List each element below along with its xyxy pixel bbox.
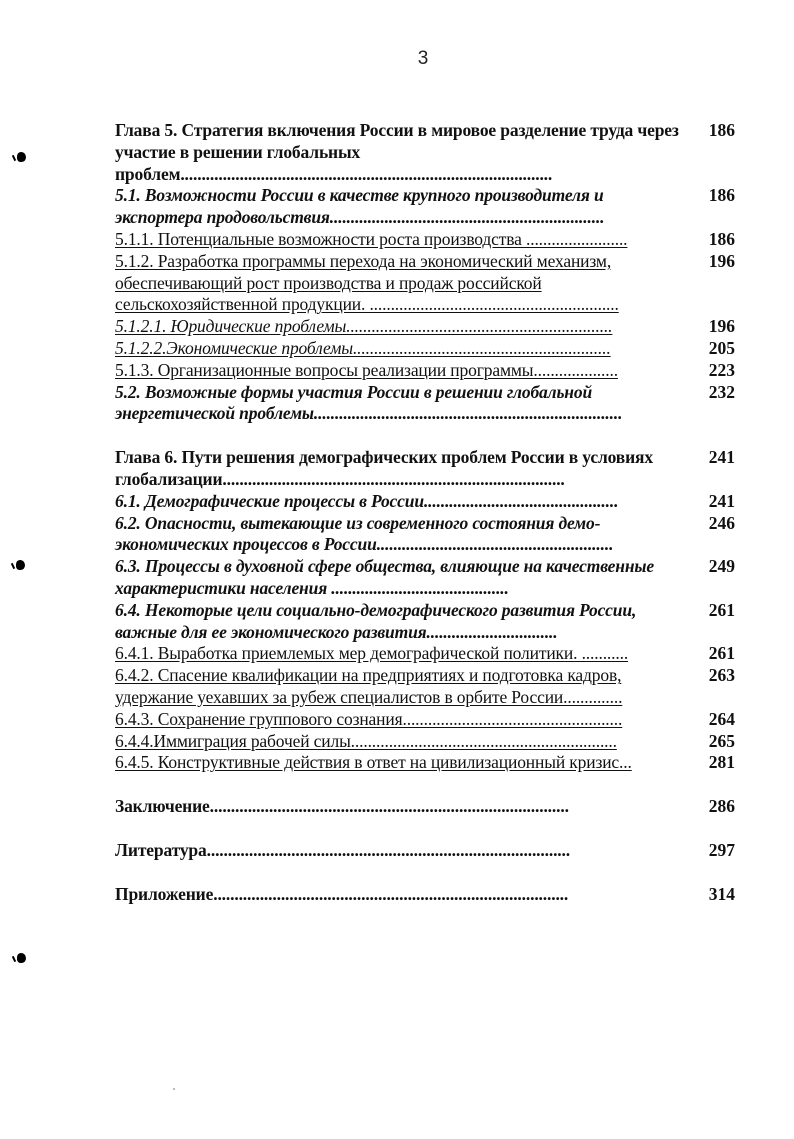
toc-entry-page: 196 (708, 250, 735, 271)
binder-hole-mark-top (17, 152, 26, 162)
toc-entry-title: 6.2. Опасности, вытекающие из современного состояния демо-экономических процессов в России........................................................ (115, 512, 614, 555)
toc-entry-title: 5.2. Возможные формы участия России в решении глобальной энергетической проблемы......................................................................... (115, 381, 623, 424)
toc-entry-title: 5.1.2.2.Экономические проблемы............................................................. (115, 337, 611, 358)
toc-entry-section-6-4[interactable] (115, 600, 735, 644)
toc-entry-page: 241 (708, 447, 735, 468)
toc-entry-title: Глава 5. Стратегия включения России в мировое разделение труда через участие в решении глобальных проблем........................................................................................ (115, 120, 679, 184)
toc-entry-title: 5.1.1. Потенциальные возможности роста производства ........................ (115, 228, 628, 249)
toc-entry-chapter-6[interactable] (115, 447, 735, 491)
toc-entry-title: Приложение.................................................................................... (115, 883, 569, 904)
toc-entry-page: 297 (708, 839, 735, 860)
toc-entry-page: 263 (708, 665, 735, 686)
spacer (115, 818, 735, 840)
toc-entry-6-4-1[interactable] (115, 643, 735, 665)
toc-entry-page: 265 (708, 730, 735, 751)
binder-hole-mark-bottom (17, 953, 26, 963)
toc-entry-page: 232 (708, 381, 735, 402)
toc-entry-title: 6.4.5. Конструктивные действия в ответ на цивилизационный кризис... (115, 752, 632, 773)
toc-entry-page: 241 (708, 490, 735, 511)
toc-entry-title: 6.1. Демографические процессы в России.............................................. (115, 490, 619, 511)
toc-entry-page: 264 (708, 708, 735, 729)
toc-entry-page: 186 (708, 185, 735, 206)
toc-entry-title: 5.1.2.1. Юридические проблемы............................................................... (115, 316, 613, 337)
toc-entry-page: 281 (708, 752, 735, 773)
toc-entry-5-1-2[interactable] (115, 251, 735, 316)
toc-entry-literature[interactable] (115, 840, 735, 862)
toc-entry-title: Заключение..................................................................................... (115, 796, 569, 817)
toc-entry-6-4-4[interactable] (115, 731, 735, 753)
toc-entry-conclusion[interactable] (115, 796, 735, 818)
toc-entry-title: 5.1.3. Организационные вопросы реализации программы.................... (115, 359, 618, 380)
toc-entry-page: 246 (708, 512, 735, 533)
toc-entry-page: 186 (708, 228, 735, 249)
toc-entry-title: 6.4.1. Выработка приемлемых мер демографической политики. ........... (115, 643, 629, 664)
page-number: 3 (417, 48, 429, 69)
toc-entry-title: 5.1.2. Разработка программы перехода на экономический механизм, обеспечивающий рост производства и продаж российской сельскохозяйственной продукции. ........................................................... (115, 250, 619, 315)
toc-entry-title: 6.3. Процессы в духовной сфере общества, влияющие на качественные характеристики населения .......................................... (115, 556, 655, 598)
toc-entry-appendix[interactable] (115, 884, 735, 906)
toc-entry-title: Глава 6. Пути решения демографических проблем России в условиях глобализации................................................................................. (115, 447, 653, 489)
toc-entry-section-5-2[interactable] (115, 382, 735, 426)
toc-entry-5-1-2-1[interactable] (115, 316, 735, 338)
toc-entry-6-4-3[interactable] (115, 709, 735, 731)
toc-entry-section-6-1[interactable] (115, 491, 735, 513)
toc-entry-page: 223 (708, 359, 735, 380)
toc-entry-6-4-2[interactable] (115, 665, 735, 709)
toc-entry-title: 6.4.3. Сохранение группового сознания.................................................... (115, 708, 623, 729)
toc-entry-title: 6.4. Некоторые цели социально-демографического развития России, важные для ее экономического развития............................... (115, 599, 637, 642)
toc-entry-page: 286 (708, 796, 735, 817)
toc-entry-title: 5.1. Возможности России в качестве крупного производителя и экспортера продовольствия................................................................. (115, 185, 605, 228)
toc-entry-page: 314 (708, 883, 735, 904)
toc-entry-5-1-1[interactable] (115, 229, 735, 251)
toc-entry-title: Литература...................................................................................... (115, 839, 570, 860)
toc-entry-section-6-3[interactable] (115, 556, 735, 600)
toc-entry-chapter-5[interactable] (115, 120, 735, 185)
toc-entry-page: 261 (708, 599, 735, 620)
toc-entry-title: 6.4.4.Иммиграция рабочей силы............................................................... (115, 730, 617, 751)
toc-entry-section-6-2[interactable] (115, 513, 735, 557)
toc-entry-5-1-3[interactable] (115, 360, 735, 382)
toc-entry-page: 196 (708, 316, 735, 337)
toc-entry-section-5-1[interactable] (115, 185, 735, 229)
binder-hole-mark-middle (16, 560, 25, 570)
scan-speck (173, 1088, 175, 1090)
toc-entry-page: 186 (708, 120, 735, 140)
toc-entry-page: 249 (708, 556, 735, 577)
toc-entry-6-4-5[interactable] (115, 752, 735, 774)
toc-entry-title: 6.4.2. Спасение квалификации на предприятиях и подготовка кадров, удержание уехавших за рубеж специалистов в орбите России.............. (115, 665, 623, 707)
table-of-contents (115, 120, 735, 906)
toc-entry-page: 261 (708, 643, 735, 664)
spacer (115, 862, 735, 884)
toc-entry-5-1-2-2[interactable] (115, 338, 735, 360)
spacer (115, 425, 735, 447)
spacer (115, 774, 735, 796)
toc-entry-page: 205 (708, 337, 735, 358)
